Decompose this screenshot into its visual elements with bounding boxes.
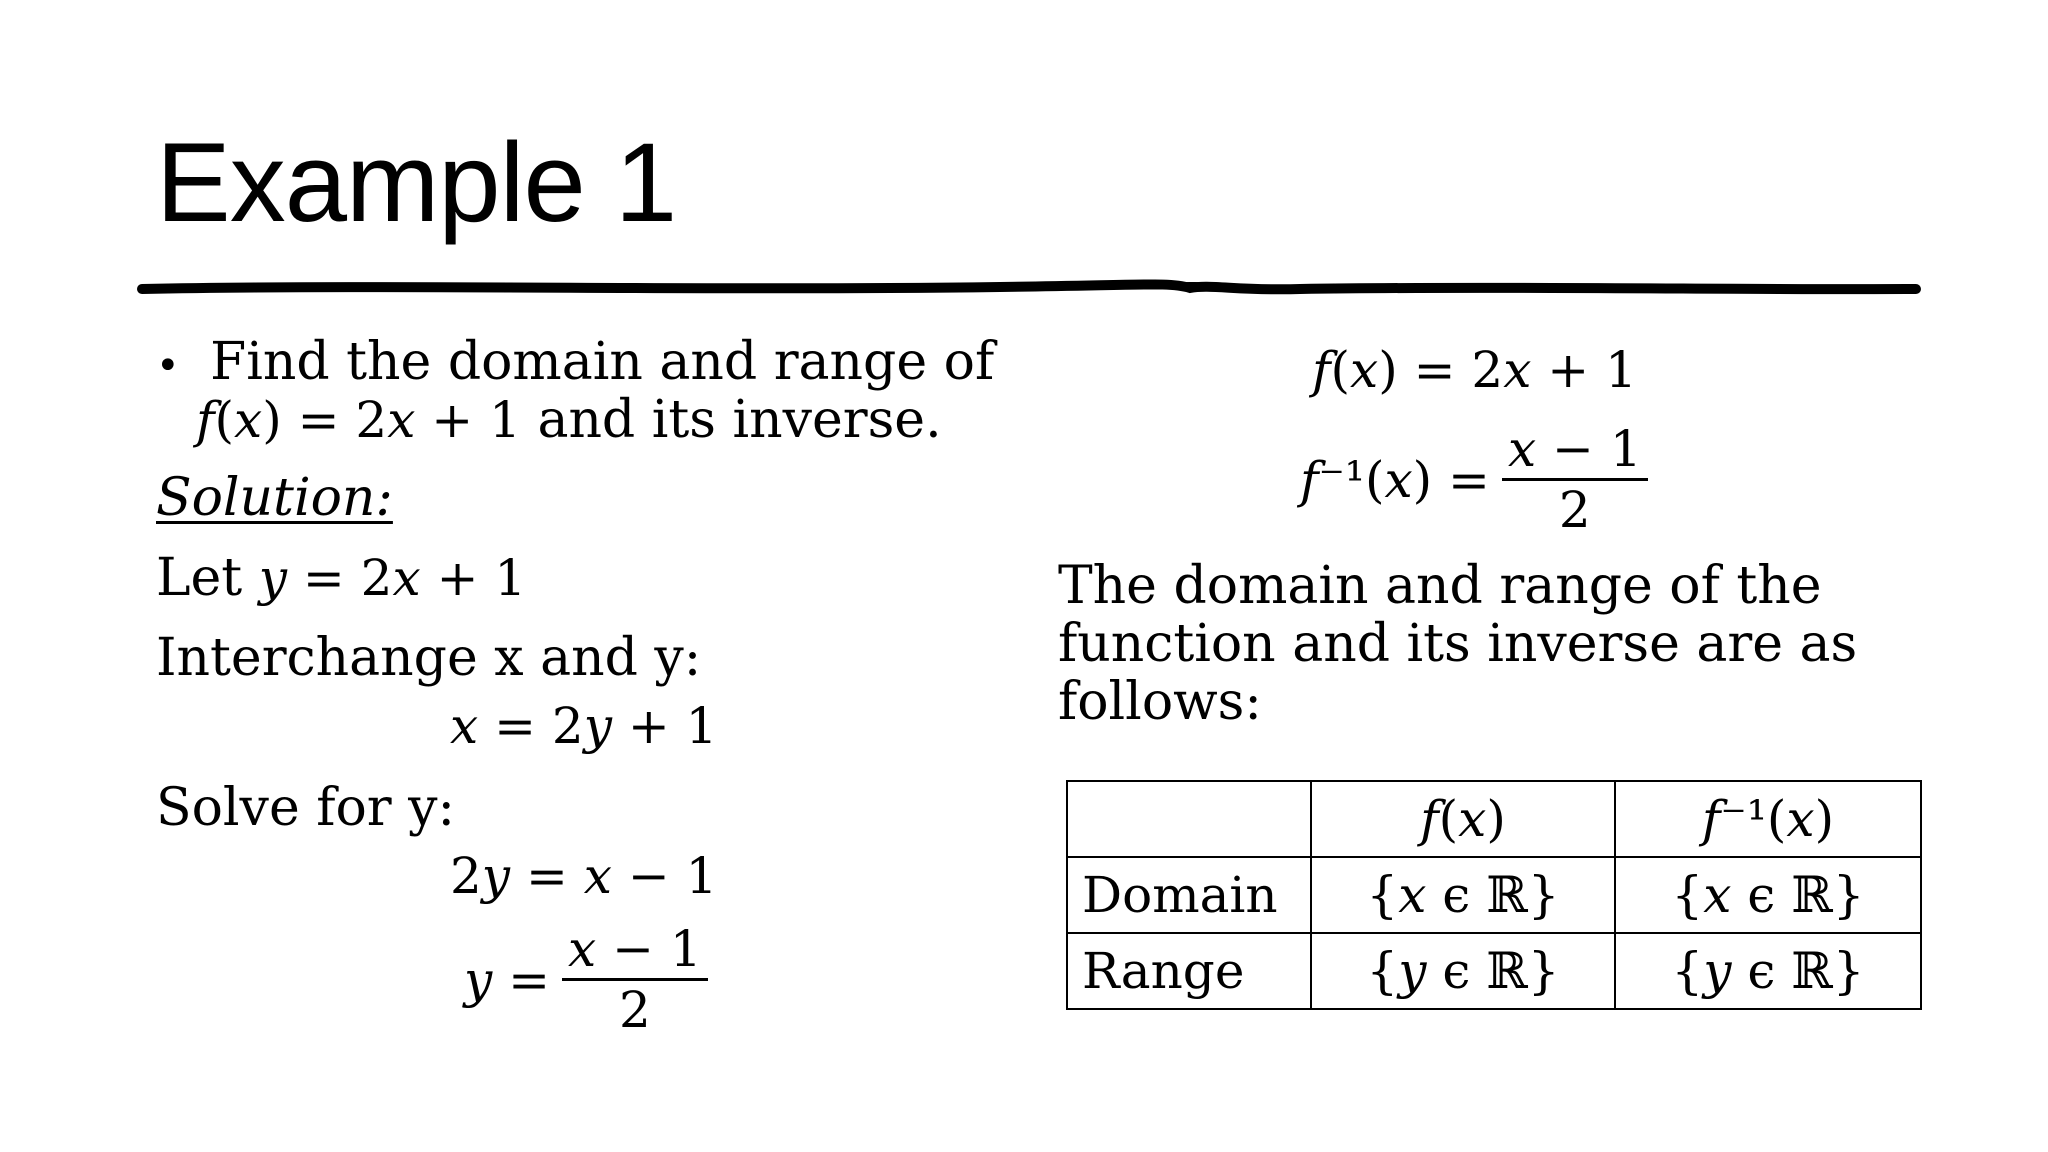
inverse-lhs: 𝑓⁻¹(𝑥) = xyxy=(1300,450,1490,509)
inverse-equation xyxy=(1300,420,1648,539)
problem-text-2: and its inverse. xyxy=(537,390,942,450)
domain-range-table xyxy=(1066,780,1922,1010)
table-cell: {𝑥 ϵ ℝ} xyxy=(1615,857,1921,933)
let-text: Let xyxy=(156,548,243,608)
function-equation: 𝑓(𝑥) = 2𝑥 + 1 xyxy=(1312,341,1637,399)
table-header-row xyxy=(1067,781,1921,857)
table-cell: {𝑦 ϵ ℝ} xyxy=(1311,933,1615,1009)
bullet-line-2 xyxy=(196,390,942,450)
final-numerator: 𝑥 − 1 xyxy=(568,920,702,978)
paragraph-line-2: function and its inverse are as xyxy=(1058,614,1858,674)
table-header-cell: 𝑓(𝑥) xyxy=(1311,781,1615,857)
slide-title: Example 1 xyxy=(156,120,677,245)
paragraph-line-1: The domain and range of the xyxy=(1058,556,1822,616)
paragraph-line-3: follows: xyxy=(1058,672,1262,732)
interchange-text: Interchange x and y: xyxy=(156,628,702,688)
inverse-fraction xyxy=(1502,420,1648,539)
inverse-numerator: 𝑥 − 1 xyxy=(1507,420,1642,478)
let-equation: 𝑦 = 2𝑥 + 1 xyxy=(258,549,527,607)
problem-text-1: Find the domain and range of xyxy=(210,332,995,392)
solve-text: Solve for y: xyxy=(156,778,456,838)
final-denominator: 2 xyxy=(618,981,651,1039)
table-cell: {𝑥 ϵ ℝ} xyxy=(1311,857,1615,933)
table-cell: {𝑦 ϵ ℝ} xyxy=(1615,933,1921,1009)
step-equation: 2𝑦 = 𝑥 − 1 xyxy=(450,847,718,905)
swap-equation: 𝑥 = 2𝑦 + 1 xyxy=(450,697,718,755)
bullet-dot: • xyxy=(156,343,180,389)
table-header-cell xyxy=(1067,781,1311,857)
inverse-denominator: 2 xyxy=(1558,481,1591,539)
solution-label: Solution: xyxy=(156,468,393,528)
table-row xyxy=(1067,857,1921,933)
problem-function: 𝑓(𝑥) = 2𝑥 + 1 xyxy=(196,391,521,449)
bullet-line-1 xyxy=(156,332,994,396)
final-lhs: 𝑦 = xyxy=(464,950,551,1009)
table-row xyxy=(1067,933,1921,1009)
table-header-cell: 𝑓⁻¹(𝑥) xyxy=(1615,781,1921,857)
table-row-label: Range xyxy=(1067,933,1311,1009)
final-equation xyxy=(464,920,708,1039)
final-fraction xyxy=(562,920,708,1039)
let-line xyxy=(156,548,526,608)
table-row-label: Domain xyxy=(1067,857,1311,933)
